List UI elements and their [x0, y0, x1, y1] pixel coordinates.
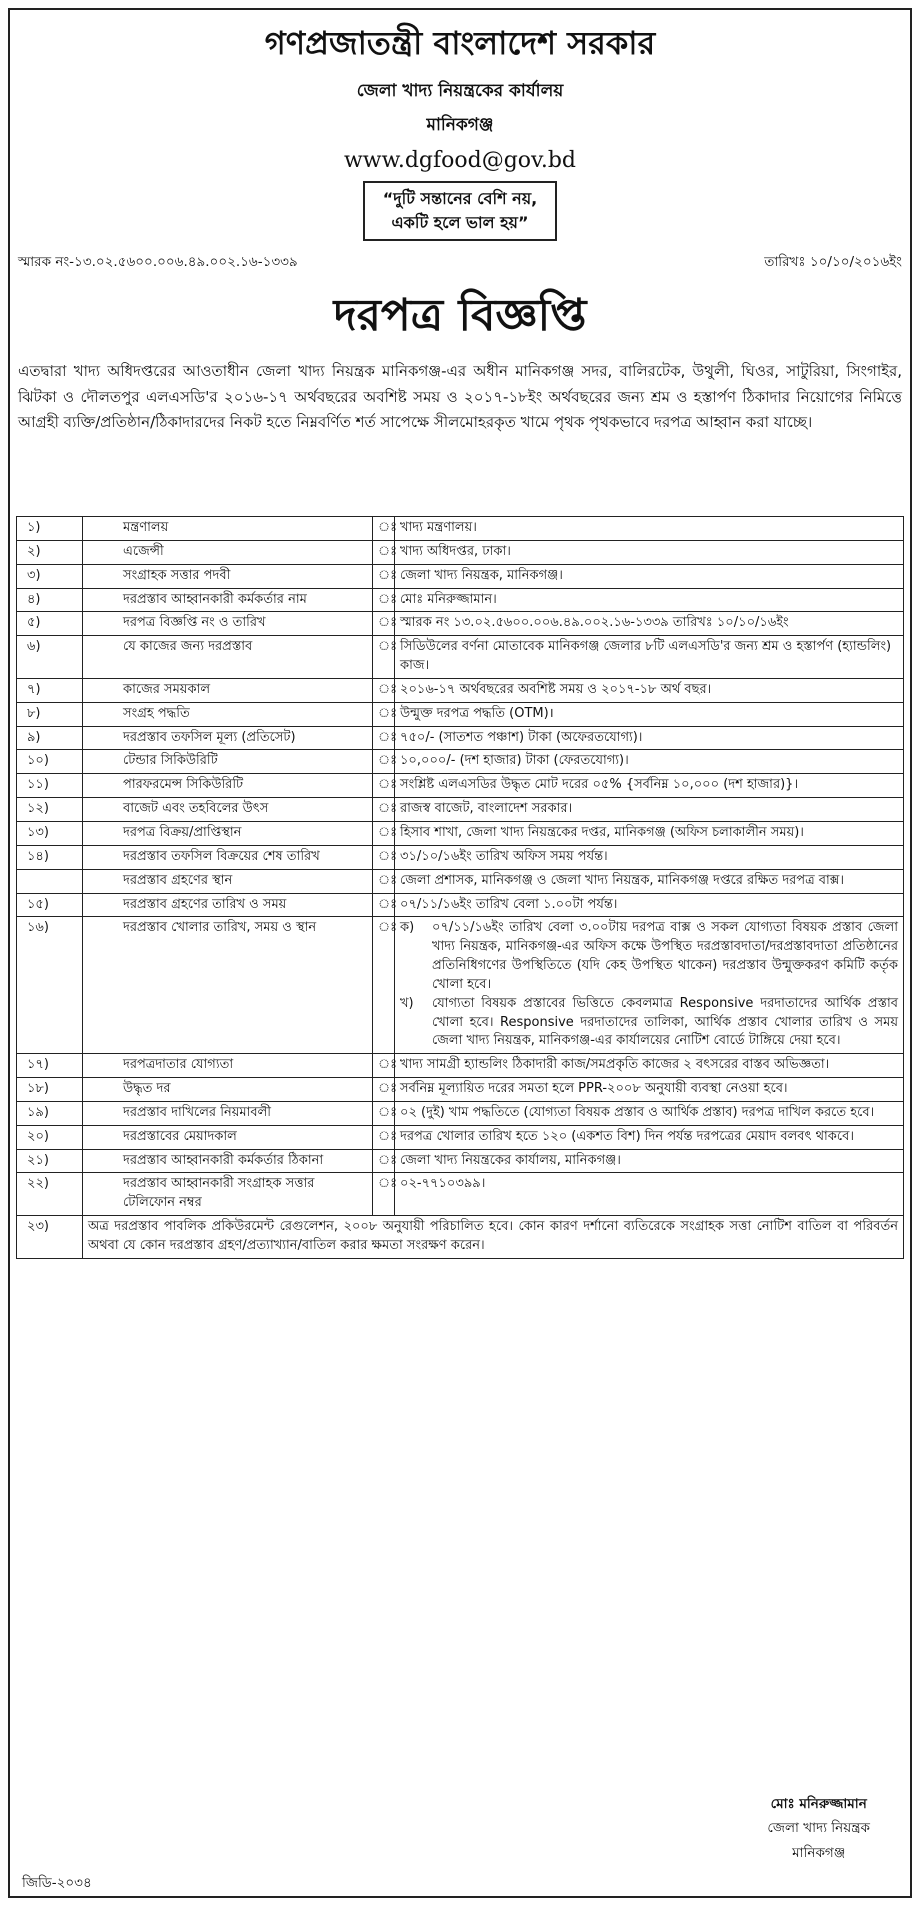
reference-row [10, 251, 910, 274]
row-label: এজেন্সী [83, 540, 373, 564]
row-number: ১৯) [17, 1101, 83, 1125]
row-label: দরপ্রস্তাব গ্রহণের স্থান [83, 869, 373, 893]
row-value: ৩১/১০/১৬ইং তারিখ অফিস সময় পর্যন্ত। [395, 845, 904, 869]
table-row [17, 678, 904, 702]
row-colon: ঃ [373, 869, 395, 893]
row-value: সংশ্লিষ্ট এলএসডির উদ্ধৃত মোট দরের ০৫% {সর্বনিম্ন ১০,০০০ (দশ হাজার)}। [395, 774, 904, 798]
row-number: ২৩) [17, 1216, 83, 1259]
table-row [17, 612, 904, 636]
memo-date: তারিখঃ ১০/১০/২০১৬ইং [764, 254, 902, 270]
row-value: খাদ্য সামগ্রী হ্যান্ডলিং ঠিকাদারী কাজ/সমপ্রকৃতি কাজের ২ বৎসরের বাস্তব অভিজ্ঞতা। [395, 1054, 904, 1078]
sub-item-b [400, 995, 898, 1052]
table-row [17, 1125, 904, 1149]
row-label: সংগ্রহ পদ্ধতি [83, 702, 373, 726]
row-label: দরপ্রস্তাব তফসিল মূল্য (প্রতিসেট) [83, 726, 373, 750]
table-row [17, 1078, 904, 1102]
row-label: টেন্ডার সিকিউরিটি [83, 750, 373, 774]
row-value: জেলা প্রশাসক, মানিকগঞ্জ ও জেলা খাদ্য নিয়ন্ত্রক, মানিকগঞ্জ দপ্তরে রক্ষিত দরপত্র বাক্স। [395, 869, 904, 893]
table-row [17, 517, 904, 541]
table-row [17, 750, 904, 774]
row-value: হিসাব শাখা, জেলা খাদ্য নিয়ন্ত্রকের দপ্তর, মানিকগঞ্জ (অফিস চলাকালীন সময়)। [395, 821, 904, 845]
row-label: দরপ্রস্তাবের মেয়াদকাল [83, 1125, 373, 1149]
row-number [17, 869, 83, 893]
tender-details-table [16, 516, 904, 1259]
row-number: ৩) [17, 564, 83, 588]
table-row [17, 588, 904, 612]
table-row [17, 636, 904, 679]
row-number: ২০) [17, 1125, 83, 1149]
row-colon: ঃ [373, 1054, 395, 1078]
signature-block [767, 1792, 870, 1865]
row-colon: ঃ [373, 726, 395, 750]
row-value: জেলা খাদ্য নিয়ন্ত্রকের কার্যালয়, মানিকগঞ্জ। [395, 1149, 904, 1173]
row-colon: ঃ [373, 1101, 395, 1125]
table-row [17, 869, 904, 893]
row-value: স্মারক নং ১৩.০২.৫৬০০.০০৬.৪৯.০০২.১৬-১৩৩৯ তারিখঃ ১০/১০/১৬ইং [395, 612, 904, 636]
website-text: www.dgfood@gov.bd [343, 148, 577, 173]
row-value: দরপত্র খোলার তারিখ হতে ১২০ (একশত বিশ) দিন পর্যন্ত দরপত্রের মেয়াদ বলবৎ থাকবে। [395, 1125, 904, 1149]
row-number: ১৩) [17, 821, 83, 845]
table-row [17, 1149, 904, 1173]
row-number: ১৪) [17, 845, 83, 869]
row-colon: ঃ [373, 1149, 395, 1173]
table-row [17, 774, 904, 798]
row-label: দরপত্রদাতার যোগ্যতা [83, 1054, 373, 1078]
row-colon: ঃ [373, 517, 395, 541]
row-number: ১১) [17, 774, 83, 798]
row-colon: ঃ [373, 917, 395, 1054]
row-colon: ঃ [373, 540, 395, 564]
tender-notice-page [8, 8, 912, 1898]
row-number: ২) [17, 540, 83, 564]
row-label: দরপ্রস্তাব আহ্বানকারী কর্মকর্তার নাম [83, 588, 373, 612]
slogan-line-1: “দুটি সন্তানের বেশি নয়, [382, 189, 538, 208]
row-label: দরপ্রস্তাব আহ্বানকারী সংগ্রাহক সত্তার টেলিফোন নম্বর [83, 1173, 373, 1216]
row-label: দরপত্র বিজ্ঞপ্তি নং ও তারিখ [83, 612, 373, 636]
row-value: জেলা খাদ্য নিয়ন্ত্রক, মানিকগঞ্জ। [395, 564, 904, 588]
row-colon: ঃ [373, 1078, 395, 1102]
table-row [17, 540, 904, 564]
row-label: দরপ্রস্তাব খোলার তারিখ, সময় ও স্থান [83, 917, 373, 1054]
row-colon: ঃ [373, 678, 395, 702]
notice-title: দরপত্র বিজ্ঞপ্তি [333, 290, 587, 341]
gd-code: জিডি-২০৩৪ [22, 1875, 92, 1891]
letterhead [10, 18, 910, 241]
sub-item-key: ক) [400, 920, 415, 936]
row-colon: ঃ [373, 636, 395, 679]
row-value: সিডিউলের বর্ণনা মোতাবেক মানিকগঞ্জ জেলার ৮টি এলএসডি'র জন্য শ্রম ও হস্তার্পণ (হ্যান্ডলিং) কাজ। [395, 636, 904, 679]
table-row [17, 1173, 904, 1216]
row-number: ১) [17, 517, 83, 541]
sub-item-key: খ) [400, 995, 414, 1011]
row-colon: ঃ [373, 750, 395, 774]
row-number: ১৬) [17, 917, 83, 1054]
signatory-name: মোঃ মনিরুজ্জামান [770, 1796, 867, 1812]
signatory-place: মানিকগঞ্জ [792, 1844, 846, 1861]
row-label: কাজের সময়কাল [83, 678, 373, 702]
row-colon: ঃ [373, 588, 395, 612]
row-number: ১৮) [17, 1078, 83, 1102]
row-label: পারফরমেন্স সিকিউরিটি [83, 774, 373, 798]
row-colon: ঃ [373, 798, 395, 822]
table-row [17, 726, 904, 750]
row-value: ০২-৭৭১০৩৯৯। [395, 1173, 904, 1216]
row-colon: ঃ [373, 1125, 395, 1149]
row-value: খাদ্য মন্ত্রণালয়। [395, 517, 904, 541]
table-row [17, 845, 904, 869]
row-value [395, 917, 904, 1054]
row-colon: ঃ [373, 821, 395, 845]
row-value: ০৭/১১/১৬ইং তারিখ বেলা ১.০০টা পর্যন্ত। [395, 893, 904, 917]
row-note: অত্র দরপ্রস্তাব পাবলিক প্রকিউরমেন্ট রেগুলেশন, ২০০৮ অনুযায়ী পরিচালিত হবে। কোন কারণ দর্শানো ব্যতিরেকে সংগ্রাহক সত্তা নোটিশ বাতিল বা পরিবর্তন অথবা যে কোন দরপ্রস্তাব গ্রহণ/প্রত্যাখ্যান/বাতিল করার ক্ষমতা সংরক্ষণ করেন। [83, 1216, 904, 1259]
row-label: সংগ্রাহক সত্তার পদবী [83, 564, 373, 588]
district-name: মানিকগঞ্জ [426, 115, 494, 135]
table-row [17, 564, 904, 588]
row-value: মোঃ মনিরুজ্জামান। [395, 588, 904, 612]
table-row [17, 702, 904, 726]
row-number: ৫) [17, 612, 83, 636]
sub-item-text: ০৭/১১/১৬ইং তারিখ বেলা ৩.০০টায় দরপত্র বাক্স ও সকল যোগ্যতা বিষয়ক প্রস্তাব জেলা খাদ্য নিয়ন্ত্রক, মানিকগঞ্জ-এর অফিস কক্ষে উপস্থিত দরপ্রস্তাবদাতা/দরপ্রস্তাবদাতা প্রতিষ্ঠানের প্রতিনিধিগণের উপস্থিতিতে (যদি কেহ উপস্থিত থাকেন) দরপ্রস্তাব উন্মুক্তকরণ কমিটি কর্তৃক খোলা হবে। [432, 920, 898, 992]
row-value: সর্বনিম্ন মূল্যায়িত দরের সমতা হলে PPR-২০০৮ অনুযায়ী ব্যবস্থা নেওয়া হবে। [395, 1078, 904, 1102]
row-value: ০২ (দুই) খাম পদ্ধতিতে (যোগ্যতা বিষয়ক প্রস্তাব ও আর্থিক প্রস্তাব) দরপত্র দাখিল করতে হবে। [395, 1101, 904, 1125]
row-colon: ঃ [373, 893, 395, 917]
intro-paragraph: এতদ্বারা খাদ্য অধিদপ্তরের আওতাধীন জেলা খাদ্য নিয়ন্ত্রক মানিকগঞ্জ-এর অধীন মানিকগঞ্জ সদর, বালিরটেক, উথুলী, ঘিওর, সাটুরিয়া, সিংগাইর, ঝিটকা ও দৌলতপুর এলএসডি'র ২০১৬-১৭ অর্থবছরের অবশিষ্ট সময় ও ২০১৭-১৮ইং অর্থবছরের জন্য শ্রম ও হস্তার্পণ ঠিকাদার নিয়োগের নিমিত্তে আগ্রহী ব্যক্তি/প্রতিষ্ঠান/ঠিকাদারদের নিকট হতে নিম্নবর্ণিত শর্ত সাপেক্ষে সীলমোহরকৃত খামে পৃথক পৃথকভাবে দরপত্র আহ্বান করা যাচ্ছে। [18, 362, 902, 431]
signatory-designation: জেলা খাদ্য নিয়ন্ত্রক [767, 1820, 870, 1837]
row-value: ৭৫০/- (সাতশত পঞ্চাশ) টাকা (অফেরতযোগ্য)। [395, 726, 904, 750]
row-label: দরপ্রস্তাব তফসিল বিক্রয়ের শেষ তারিখ [83, 845, 373, 869]
row-number: ১৭) [17, 1054, 83, 1078]
row-label: যে কাজের জন্য দরপ্রস্তাব [83, 636, 373, 679]
row-number: ১০) [17, 750, 83, 774]
row-colon: ঃ [373, 774, 395, 798]
row-label: দরপত্র বিক্রয়/প্রাপ্তিস্থান [83, 821, 373, 845]
row-colon: ঃ [373, 845, 395, 869]
row-number: ১২) [17, 798, 83, 822]
row-label: মন্ত্রণালয় [83, 517, 373, 541]
row-value: রাজস্ব বাজেট, বাংলাদেশ সরকার। [395, 798, 904, 822]
row-label: দরপ্রস্তাব দাখিলের নিয়মাবলী [83, 1101, 373, 1125]
table-row [17, 893, 904, 917]
table-row [17, 1054, 904, 1078]
row-value: ২০১৬-১৭ অর্থবছরের অবশিষ্ট সময় ও ২০১৭-১৮ অর্থ বছর। [395, 678, 904, 702]
row-colon: ঃ [373, 1173, 395, 1216]
office-name: জেলা খাদ্য নিয়ন্ত্রকের কার্যালয় [356, 81, 564, 101]
row-number: ৮) [17, 702, 83, 726]
row-colon: ঃ [373, 702, 395, 726]
row-number: ১৫) [17, 893, 83, 917]
slogan-box [363, 181, 557, 241]
row-number: ৪) [17, 588, 83, 612]
row-number: ৯) [17, 726, 83, 750]
memo-number: স্মারক নং-১৩.০২.৫৬০০.০০৬.৪৯.০০২.১৬-১৩৩৯ [18, 254, 298, 270]
row-number: ২১) [17, 1149, 83, 1173]
row-value: খাদ্য অধিদপ্তর, ঢাকা। [395, 540, 904, 564]
table-row [17, 1216, 904, 1259]
table-row [17, 917, 904, 1054]
sub-item-a [400, 919, 898, 994]
row-value: ১০,০০০/- (দশ হাজার) টাকা (ফেরতযোগ্য)। [395, 750, 904, 774]
row-colon: ঃ [373, 564, 395, 588]
row-label: বাজেট এবং তহবিলের উৎস [83, 798, 373, 822]
row-number: ৬) [17, 636, 83, 679]
row-label: উদ্ধৃত দর [83, 1078, 373, 1102]
table-row [17, 821, 904, 845]
row-number: ২২) [17, 1173, 83, 1216]
row-label: দরপ্রস্তাব গ্রহণের তারিখ ও সময় [83, 893, 373, 917]
row-colon: ঃ [373, 612, 395, 636]
table-row [17, 798, 904, 822]
slogan-line-2: একটি হলে ভাল হয়” [391, 213, 529, 232]
table-row [17, 1101, 904, 1125]
sub-item-text: যোগ্যতা বিষয়ক প্রস্তাবের ভিত্তিতে কেবলমাত্র Responsive দরদাতাদের আর্থিক প্রস্তাব খোলা হবে। Responsive দরদাতাদের তালিকা, আর্থিক প্রস্তাব খোলার তারিখ ও সময় জেলা খাদ্য নিয়ন্ত্রক, মানিকগঞ্জ-এর কার্যালয়ের নোটিশ বোর্ডে টাঙ্গিয়ে দেয়া হবে। [432, 995, 898, 1049]
row-label: দরপ্রস্তাব আহ্বানকারী কর্মকর্তার ঠিকানা [83, 1149, 373, 1173]
government-name: গণপ্রজাতন্ত্রী বাংলাদেশ সরকার [264, 24, 656, 62]
row-value: উন্মুক্ত দরপত্র পদ্ধতি (OTM)। [395, 702, 904, 726]
row-number: ৭) [17, 678, 83, 702]
